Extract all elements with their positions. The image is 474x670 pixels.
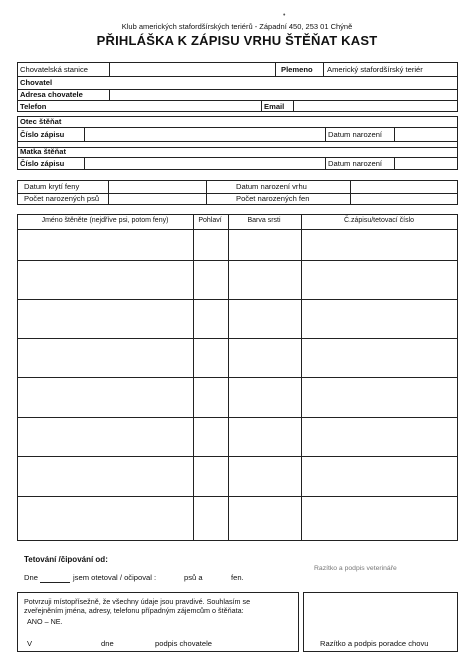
sire-dob-input[interactable] [394,127,456,140]
dam-reg-input[interactable] [84,157,324,169]
sire-reg-input[interactable] [84,127,324,140]
breed-label: Plemeno [281,65,313,74]
col-header-reg-tattoo: Č.zápisu/tetovací číslo [343,217,415,224]
sign-date-input[interactable] [118,637,152,647]
sign-place-input[interactable] [36,637,96,647]
males-count-label: Počet narozených psů [24,194,100,203]
club-address-line: Klub amerických stafordšírských teriérů - Západní 450, 253 01 Chýně [121,22,353,31]
mating-date-input[interactable] [108,181,205,192]
breed-value: Americký stafordšírský teriér [327,65,423,74]
tattoo-dogs-input[interactable] [160,574,182,583]
col-header-name: Jméno štěněte (nejdříve psi, potom feny) [41,217,169,224]
puppy-table [17,214,458,541]
station-input[interactable] [109,62,257,76]
col-header-color: Barva srsti [247,217,281,224]
whelp-date-label: Datum narození vrhu [236,182,307,191]
declaration-text: Potvrzuji místopřísežně, že všechny údaje jsou pravdivé. Souhlasím se zveřejněním jména, adresy, telefonu případným zájemcům o štěňata: [24,597,251,615]
scan-dot: • [283,12,286,19]
email-label: Email [264,102,285,111]
sign-place-label: V [27,639,33,648]
station-label: Chovatelská stanice [20,65,88,74]
whelp-date-input[interactable] [350,181,456,192]
breeder-input[interactable] [60,76,456,88]
dam-dob-input[interactable] [394,157,456,169]
breeder-label: Chovatel [20,78,53,87]
dam-reg-label: Číslo zápisu [20,159,65,168]
tattoo-line-done: jsem otetoval / očipoval : [73,573,157,582]
vet-stamp-label: Razítko a podpis veterináře [314,565,397,572]
owner-signature-label: podpis chovatele [155,639,212,648]
sire-label: Otec štěňat [20,117,62,126]
address-label: Adresa chovatele [20,90,83,99]
col-header-sex: Pohlaví [198,217,222,224]
sire-dob-label: Datum narození [328,130,383,139]
sign-date-label: dne [101,639,114,648]
registrar-stamp-label: Razítko a podpis poradce chovu [320,639,429,648]
tattoo-date-input[interactable] [40,574,70,583]
tattoo-line-females: fen. [231,573,244,582]
sire-reg-label: Číslo zápisu [20,130,65,139]
form-title: PŘIHLÁŠKA K ZÁPISU VRHU ŠTĚŇAT KAST [96,33,378,48]
males-count-input[interactable] [108,193,205,204]
females-count-input[interactable] [350,193,456,204]
tattoo-label: Tetování /čipování od: [24,555,108,564]
email-input[interactable] [294,100,456,111]
dam-dob-label: Datum narození [328,159,383,168]
consent-choice[interactable] [26,617,60,627]
address-input[interactable] [109,89,457,99]
females-count-label: Počet narozených fen [236,194,310,203]
tattoo-females-input[interactable] [206,574,228,583]
phone-label: Telefon [20,102,47,111]
consent-text: ANO – NE. [27,617,63,626]
tattoo-line-dogs: psů a [184,573,203,582]
tattoo-line-dne: Dne [24,573,38,582]
mating-date-label: Datum krytí feny [24,182,80,191]
dam-name-input[interactable] [74,147,456,156]
phone-input[interactable] [60,100,260,111]
sire-name-input[interactable] [70,117,456,126]
dam-label: Matka štěňat [20,147,67,156]
